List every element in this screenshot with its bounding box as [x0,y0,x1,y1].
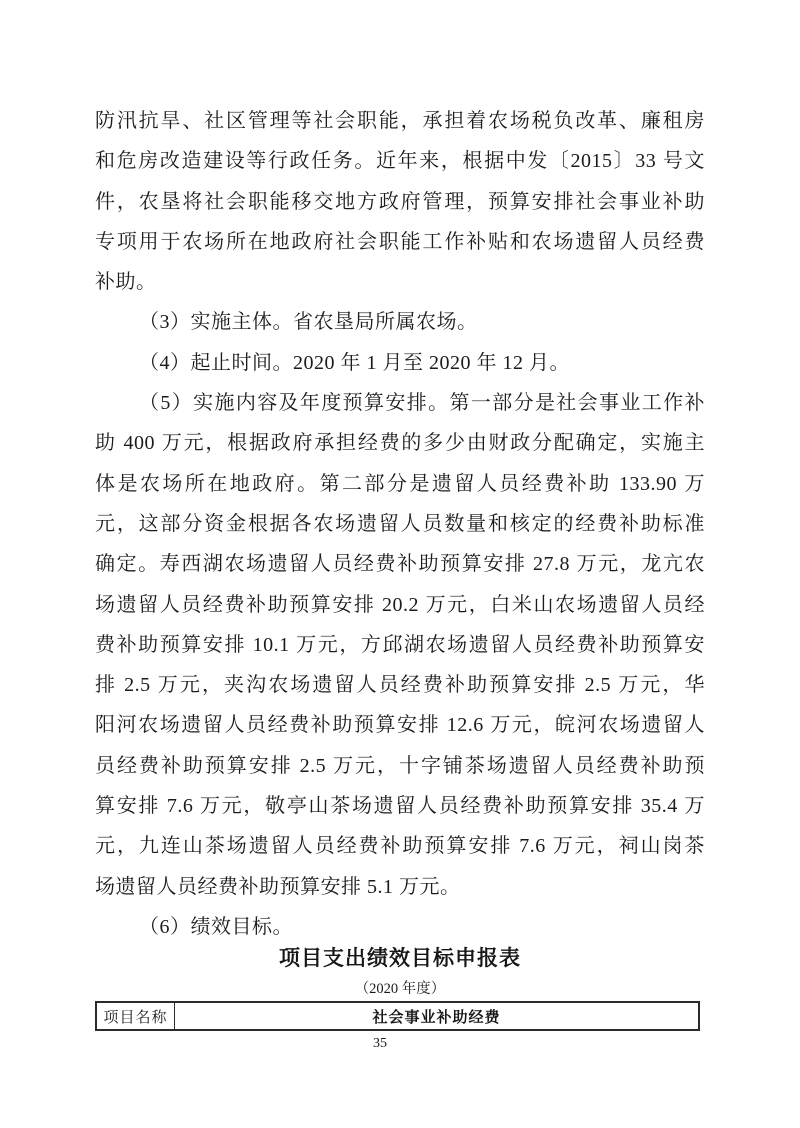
body-text-line: 阳河农场遗留人员经费补助预算安排 12.6 万元，皖河农场遗留人 [95,714,705,737]
body-text-line: 确定。寿西湖农场遗留人员经费补助预算安排 27.8 万元，龙亢农 [95,553,705,576]
body-text-line: 算安排 7.6 万元，敬亭山茶场遗留人员经费补助预算安排 35.4 万 [95,795,705,818]
body-text-line: 员经费补助预算安排 2.5 万元，十字铺茶场遗留人员经费补助预 [95,754,705,777]
table-label-cell: 项目名称 [97,1003,175,1029]
body-text-line: 助 400 万元，根据政府承担经费的多少由财政分配确定，实施主 [95,432,705,455]
page-number: 35 [373,1036,387,1051]
body-text-line: 元，九连山茶场遗留人员经费补助预算安排 7.6 万元，祠山岗茶 [95,835,705,858]
body-text-line: 元，这部分资金根据各农场遗留人员数量和核定的经费补助标准 [95,512,705,535]
body-text-line: 排 2.5 万元，夹沟农场遗留人员经费补助预算安排 2.5 万元，华 [95,674,705,697]
body-text-line: 专项用于农场所在地政府社会职能工作补贴和农场遗留人员经费 [95,230,705,253]
body-text-line: 场遗留人员经费补助预算安排 5.1 万元。 [95,875,461,898]
table-title: 项目支出绩效目标申报表 [279,946,521,970]
table-subtitle: （2020 年度） [354,981,446,997]
table-value-cell: 社会事业补助经费 [372,1007,501,1026]
body-text-block [95,101,705,947]
body-text-line: 和危房改造建设等行政任务。近年来，根据中发〔2015〕33 号文 [95,150,705,173]
body-text-line: （3）实施主体。省农垦局所属农场。 [139,311,478,334]
body-text-line: 补助。 [95,271,157,294]
performance-target-table [95,1001,700,1031]
body-text-line: 体是农场所在地政府。第二部分是遗留人员经费补助 133.90 万 [95,472,705,495]
body-text-line: （6）绩效目标。 [139,915,293,938]
body-text-line: 件，农垦将社会职能移交地方政府管理，预算安排社会事业补助 [95,190,705,213]
body-text-line: 场遗留人员经费补助预算安排 20.2 万元，白米山农场遗留人员经 [95,593,705,616]
body-text-line: （5）实施内容及年度预算安排。第一部分是社会事业工作补 [139,392,705,415]
body-text-line: 费补助预算安排 10.1 万元，方邱湖农场遗留人员经费补助预算安 [95,633,705,656]
body-text-line: 防汛抗旱、社区管理等社会职能，承担着农场税负改革、廉租房 [95,110,705,132]
body-text-line: （4）起止时间。2020 年 1 月至 2020 年 12 月。 [139,351,570,374]
